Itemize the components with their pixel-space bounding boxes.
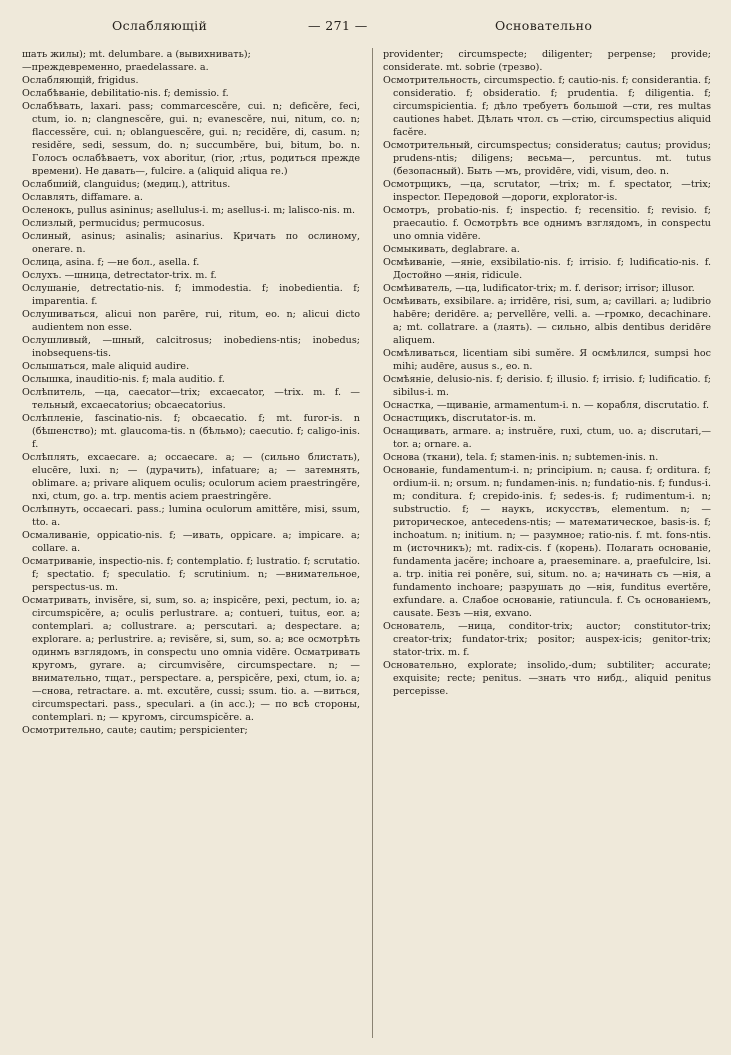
dictionary-entry: Осмотрительность, circumspectio. f; cautio-nis. f; considerantia. f; consideratio. f; obsideratio. f; prudentia. f; diligentia. f; circumspicientia. f; дѣло требуетъ большой —сти, res multas cautiones habet. Дѣлать чтол. съ —стію, circumspectius aliquid facĕre. (383, 75, 711, 138)
left-column (22, 48, 360, 737)
dictionary-entry: Осмѣивать, exsibilare. a; irridēre, risi, sum, a; cavillari. a; ludibrio habēre; deridēre. a; pervellĕre, velli. a. —громко, decachinare. a; mt. collatrare. a (лаять). — сильно, albis dentibus deridēre aliquem. (383, 296, 711, 346)
dictionary-entry: Ослѣпнуть, occaecari. pass.; lumina oculorum amittĕre, misi, ssum, tto. a. (22, 504, 360, 528)
right-column (383, 48, 711, 698)
dictionary-entry: Ослабѣвать, laxari. pass; commarcescĕre, cui. n; deficĕre, feci, ctum, io. n; clangnescĕre, gui. n; evanescĕre, nui, nitum, co. n; flaccessĕre, cui. n; oblanguescĕre, gui. n; recidĕre, di, casum. n; residĕre, sedi, sessum, do. n; succumbĕre, bui, bitum, bo. n. Голосъ ослабѣваетъ, vox aboritur, (rior, ;rtus, родиться прежде времени). Не давать—, fulcire. a (aliquid aliqua re.) (22, 101, 360, 177)
dictionary-entry: Осмотрительный, circumspectus; consideratus; cautus; providus; prudens-ntis; diligens; весьма—, percuntus. mt. tutus (безопасный). Быть —мъ, providēre, vidi, visum, deo. n. (383, 140, 711, 177)
page-header (0, 18, 731, 38)
dictionary-entry: Оснастка, —щиваніе, armamentum-i. n. — корабля, discrutatio. f. (383, 400, 710, 411)
dictionary-entry: Осмыкивать, deglabrare. a. (383, 244, 520, 255)
dictionary-entry: Ослѣпленіе, fascinatio-nis. f; obcaecatio. f; mt. furor-is. n (бѣшенство); mt. glaucoma-tis. n (бѣльмо); caecutio. f; caligo-inis. f. (22, 413, 360, 450)
dictionary-entry: Осмотрительно, caute; cautim; perspicienter; (22, 725, 248, 736)
dictionary-entry: Оснастщикъ, discrutator-is. m. (383, 413, 537, 424)
dictionary-entry: Ослабляющій, frigidus. (22, 75, 139, 86)
dictionary-entry: providenter; circumspecte; diligenter; perpense; provide; considerate. mt. sobrie (трезво). (383, 49, 711, 73)
dictionary-entry: Ослушаніе, detrectatio-nis. f; immodestia. f; inobedientia. f; imparentia. f. (22, 283, 360, 307)
dictionary-entry: Осмѣливаться, licentiam sibi sumĕre. Я осмѣлился, sumpsi hoc mihi; audēre, ausus s., eo. n. (383, 348, 711, 372)
dictionary-entry: Оснащивать, armare. a; instruĕre, ruxi, ctum, uo. a; discrutari,—tor. a; ornare. a. (383, 426, 711, 450)
dictionary-entry: Ослухъ. —шница, detrectator-trix. m. f. (22, 270, 217, 281)
header-last-entry: Основательно (495, 18, 593, 33)
dictionary-entry: Ослабѣваніе, debilitatio-nis. f; demissio. f. (22, 88, 229, 99)
dictionary-entry: Осматривать, invisĕre, si, sum, so. a; inspicĕre, pexi, pectum, io. a; circumspicĕre, a; oculis perlustrare. a; contueri, tuitus, eor. a; contemplari. a; collustrare. a; perscutari. a; despectare. a; explorare. a; perlustrire. a; revisĕre, si, sum, so. a; все осмотрѣть одинмъ взглядомъ, in conspectu uno omnia vidēre. Осматривать кругомъ, gyrare. a; circumvisĕre, circumspectare. n; —внимательно, тщат., perspectare. a, perspicĕre, pexi, ctum, io. a; —снова, retractare. a. mt. excutĕre, cussi; ssum. tio. a. —виться, circumspectari. pass., speculari. a (in acc.); — по всѣ стороны, contemplari. n; — кругомъ, circumspicĕre. a. (22, 595, 360, 723)
dictionary-entry: Ослушиваться, alicui non parēre, rui, ritum, eo. n; alicui dicto audientem non esse. (22, 309, 360, 333)
dictionary-entry: Ослѣпитель, —ца, caecator—trix; excaecator, —trix. m. f. —тельный, excaecatorius; obcaecatorius. (22, 387, 360, 411)
dictionary-entry: Осмотръ, probatio-nis. f; inspectio. f; recensitio. f; revisio. f; praecautio. f. Осмотрѣть все однимъ взглядомъ, in conspectu uno omnia vidēre. (383, 205, 711, 242)
dictionary-entry: Основатель, —ница, conditor-trix; auctor; constitutor-trix; creator-trix; fundator-trix; positor; auspex-icis; genitor-trix; stator-trix. m. f. (383, 621, 711, 658)
dictionary-entry: Ослабшиій, clanguidus; (медиц.), attritus. (22, 179, 231, 190)
dictionary-entry: —преждевременно, praedelassare. a. (22, 62, 209, 73)
dictionary-entry: Осмотрщикъ, —ца, scrutator, —trix; m. f. spectator, —trix; inspector. Передовой —дороги, explorator-is. (383, 179, 711, 203)
dictionary-entry: Осмѣиватель, —ца, ludificator-trix; m. f. derisor; irrisor; illusor. (383, 283, 695, 294)
dictionary-entry: Ослышаться, male aliquid audire. (22, 361, 190, 372)
dictionary-entry: Осмаливаніе, oppicatio-nis. f; —ивать, oppicare. a; impicare. a; collare. a. (22, 530, 360, 554)
dictionary-entry: Ослушливый, —шный, calcitrosus; inobediens-ntis; inobedus; inobsequens-tis. (22, 335, 360, 359)
dictionary-entry: Ослизлый, permucidus; permucosus. (22, 218, 205, 229)
dictionary-entry: Осленокъ, pullus asininus; asellulus-i. m; asellus-i. m; lalisco-nis. m. (22, 205, 356, 216)
dictionary-entry: Ославлять, diffamare. a. (22, 192, 143, 203)
dictionary-entry: Осматриваніе, inspectio-nis. f; contemplatio. f; lustratio. f; scrutatio. f; spectatio. f; speculatio. f; scrutinium. n; —внимательное, perspectus-us. m. (22, 556, 360, 593)
page-number: — 271 — (308, 18, 368, 33)
dictionary-entry: шать жилы); mt. delumbare. a (вывихнивать); (22, 49, 251, 60)
dictionary-entry: Осмѣяніе, delusio-nis. f; derisio. f; illusio. f; irrisio. f; ludificatio. f; sibilus-i. m. (383, 374, 711, 398)
dictionary-entry: Основаніе, fundamentum-i. n; principium. n; causa. f; orditura. f; ordium-ii. n; orsum. n; fundamen-inis. n; fundatio-nis. f; fundus-i. m; conditura. f; crepido-inis. f; sedes-is. f; rudimentum-i. n; substructio. f; — наукъ, искусствъ, elementum. n; — риторическое, antecedens-ntis; — математическое, basis-is. f; inchoatum. n; initium. n; — разумное; ratio-nis. f. mt. fons-ntis. m (источникъ); mt. radix-cis. f (корень). Полагать основаніе, fundamenta jacĕre; inchoare a, praeseminare. a, praefulcire, lsi. a. trp. initia rei ponĕre, sui, situm. no. a; начинать съ —нія, a fundamento inchoare; разрушать до —нія, funditus evertĕre, exfundare. a. Слабое основаніе, ratiuncula. f. Съ основаніемъ, causate. Безъ —нія, exvano. (383, 465, 711, 619)
dictionary-entry: Ослышка, inauditio-nis. f; mala auditio. f. (22, 374, 225, 385)
dictionary-entry: Ослѣплять, excaecare. a; occaecare. a; — (сильно блистать), elucēre, luxi. n; — (дурачить), infatuare; a; — затемнять, oblimare. a; privare aliquem oculis; oculorum aciem praestringĕre, nxi, ctum, go. a. trp. mentis aciem praestringĕre. (22, 452, 360, 502)
dictionary-entry: Основательно, explorate; insolido,-dum; subtiliter; accurate; exquisite; recte; penitus. —знать что нибд., aliquid penitus percepisse. (383, 660, 711, 697)
column-divider (372, 48, 373, 1038)
dictionary-entry: Основа (ткани), tela. f; stamen-inis. n; subtemen-inis. n. (383, 452, 659, 463)
dictionary-entry: Ослица, asina. f; —не бол., asella. f. (22, 257, 200, 268)
dictionary-entry: Ослиный, asinus; asinalis; asinarius. Кричать по ослиному, onerare. n. (22, 231, 360, 255)
dictionary-entry: Осмѣиваніе, —яніе, exsibilatio-nis. f; irrisio. f; ludificatio-nis. f. Достойно —янія, ridicule. (383, 257, 711, 281)
header-first-entry: Ослабляющій (112, 18, 208, 33)
